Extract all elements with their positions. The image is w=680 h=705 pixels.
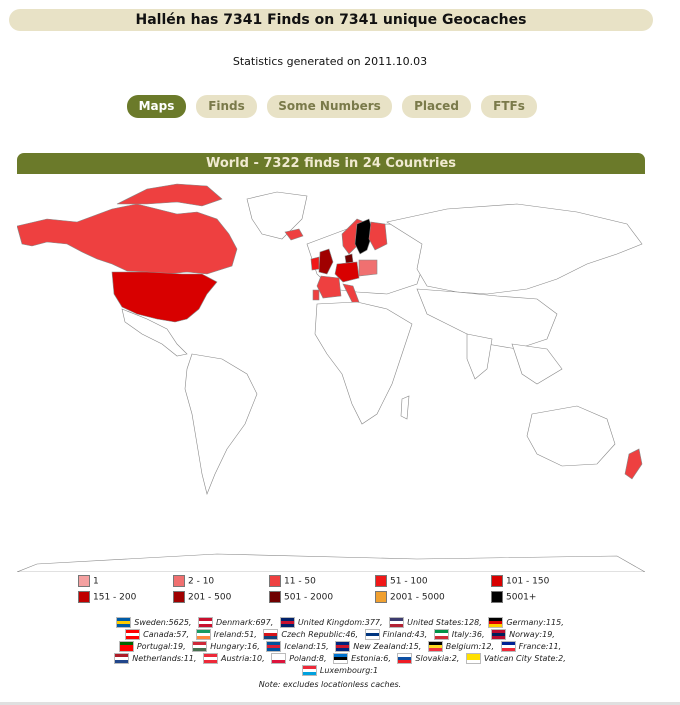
- footnote: Note: excludes locationless caches.: [258, 680, 402, 689]
- country-item: France:11,: [501, 642, 562, 651]
- country-item: Vatican City State:2,: [466, 654, 566, 663]
- statistics-date: Statistics generated on 2011.10.03: [232, 55, 428, 68]
- hungary-flag-icon: [192, 641, 207, 652]
- legend-item: 151 - 200: [78, 591, 136, 603]
- legend-item: 11 - 50: [269, 575, 316, 587]
- country-item: Austria:10,: [203, 654, 265, 663]
- map-region-arctic-islands: [117, 184, 222, 206]
- austria-flag-icon: [203, 653, 218, 664]
- world-map-graphic: [17, 174, 645, 572]
- country-item: United Kingdom:377,: [280, 618, 383, 627]
- united-kingdom-flag-icon: [280, 617, 295, 628]
- country-item: Canada:57,: [125, 630, 189, 639]
- norway-flag-icon: [491, 629, 506, 640]
- country-item: Ireland:51,: [196, 630, 257, 639]
- canada-flag-icon: [125, 629, 140, 640]
- country-item: Germany:115,: [488, 618, 563, 627]
- iceland-flag-icon: [266, 641, 281, 652]
- estonia-flag-icon: [333, 653, 348, 664]
- denmark-flag-icon: [198, 617, 213, 628]
- belgium-flag-icon: [428, 641, 443, 652]
- country-item: Luxembourg:1: [302, 666, 378, 675]
- tab-ftfs[interactable]: FTFs: [481, 95, 537, 118]
- legend-item: 2 - 10: [173, 575, 214, 587]
- map-region-ireland: [311, 257, 319, 270]
- legend-item: 201 - 500: [173, 591, 231, 603]
- country-item: Norway:19,: [491, 630, 555, 639]
- poland-flag-icon: [271, 653, 286, 664]
- legend-item: 51 - 100: [375, 575, 428, 587]
- map-region-denmark: [345, 254, 353, 263]
- portugal-flag-icon: [119, 641, 134, 652]
- tab-finds[interactable]: Finds: [196, 95, 257, 118]
- new-zealand-flag-icon: [335, 641, 350, 652]
- czech-republic-flag-icon: [263, 629, 278, 640]
- tab-placed[interactable]: Placed: [402, 95, 471, 118]
- country-item: Czech Republic:46,: [263, 630, 358, 639]
- legend-item: 5001+: [491, 591, 536, 603]
- world-map: [17, 174, 645, 572]
- country-item: Belgium:12,: [428, 642, 494, 651]
- country-item: Hungary:16,: [192, 642, 260, 651]
- country-item: Denmark:697,: [198, 618, 273, 627]
- page-title: Hallén has 7341 Finds on 7341 unique Geocaches: [9, 9, 653, 31]
- legend-item: 2001 - 5000: [375, 591, 445, 603]
- italy-flag-icon: [434, 629, 449, 640]
- slovakia-flag-icon: [397, 653, 412, 664]
- ireland-flag-icon: [196, 629, 211, 640]
- united-states-flag-icon: [389, 617, 404, 628]
- map-region-canada: [17, 204, 237, 274]
- legend-item: 501 - 2000: [269, 591, 333, 603]
- country-item: Netherlands:11,: [114, 654, 196, 663]
- legend-item: 1: [78, 575, 99, 587]
- map-region-france: [317, 276, 341, 298]
- country-item: Slovakia:2,: [397, 654, 459, 663]
- country-item: Italy:36,: [434, 630, 485, 639]
- sweden-flag-icon: [116, 617, 131, 628]
- map-region-portugal: [313, 290, 319, 300]
- tab-maps[interactable]: Maps: [127, 95, 186, 118]
- vatican-city-flag-icon: [466, 653, 481, 664]
- germany-flag-icon: [488, 617, 503, 628]
- country-list: [80, 617, 600, 677]
- netherlands-flag-icon: [114, 653, 129, 664]
- country-item: New Zealand:15,: [335, 642, 421, 651]
- country-item: United States:128,: [389, 618, 482, 627]
- country-item: Iceland:15,: [266, 642, 328, 651]
- country-item: Estonia:6,: [333, 654, 391, 663]
- country-item: Finland:43,: [365, 630, 428, 639]
- map-title: World - 7322 finds in 24 Countries: [17, 153, 645, 174]
- country-item: Sweden:5625,: [116, 618, 191, 627]
- legend-item: 101 - 150: [491, 575, 549, 587]
- map-region-poland: [359, 260, 377, 276]
- tab-some-numbers[interactable]: Some Numbers: [267, 95, 392, 118]
- france-flag-icon: [501, 641, 516, 652]
- finland-flag-icon: [365, 629, 380, 640]
- map-region-new-zealand: [625, 449, 642, 479]
- luxembourg-flag-icon: [302, 665, 317, 676]
- country-item: Portugal:19,: [119, 642, 186, 651]
- country-item: Poland:8,: [271, 654, 326, 663]
